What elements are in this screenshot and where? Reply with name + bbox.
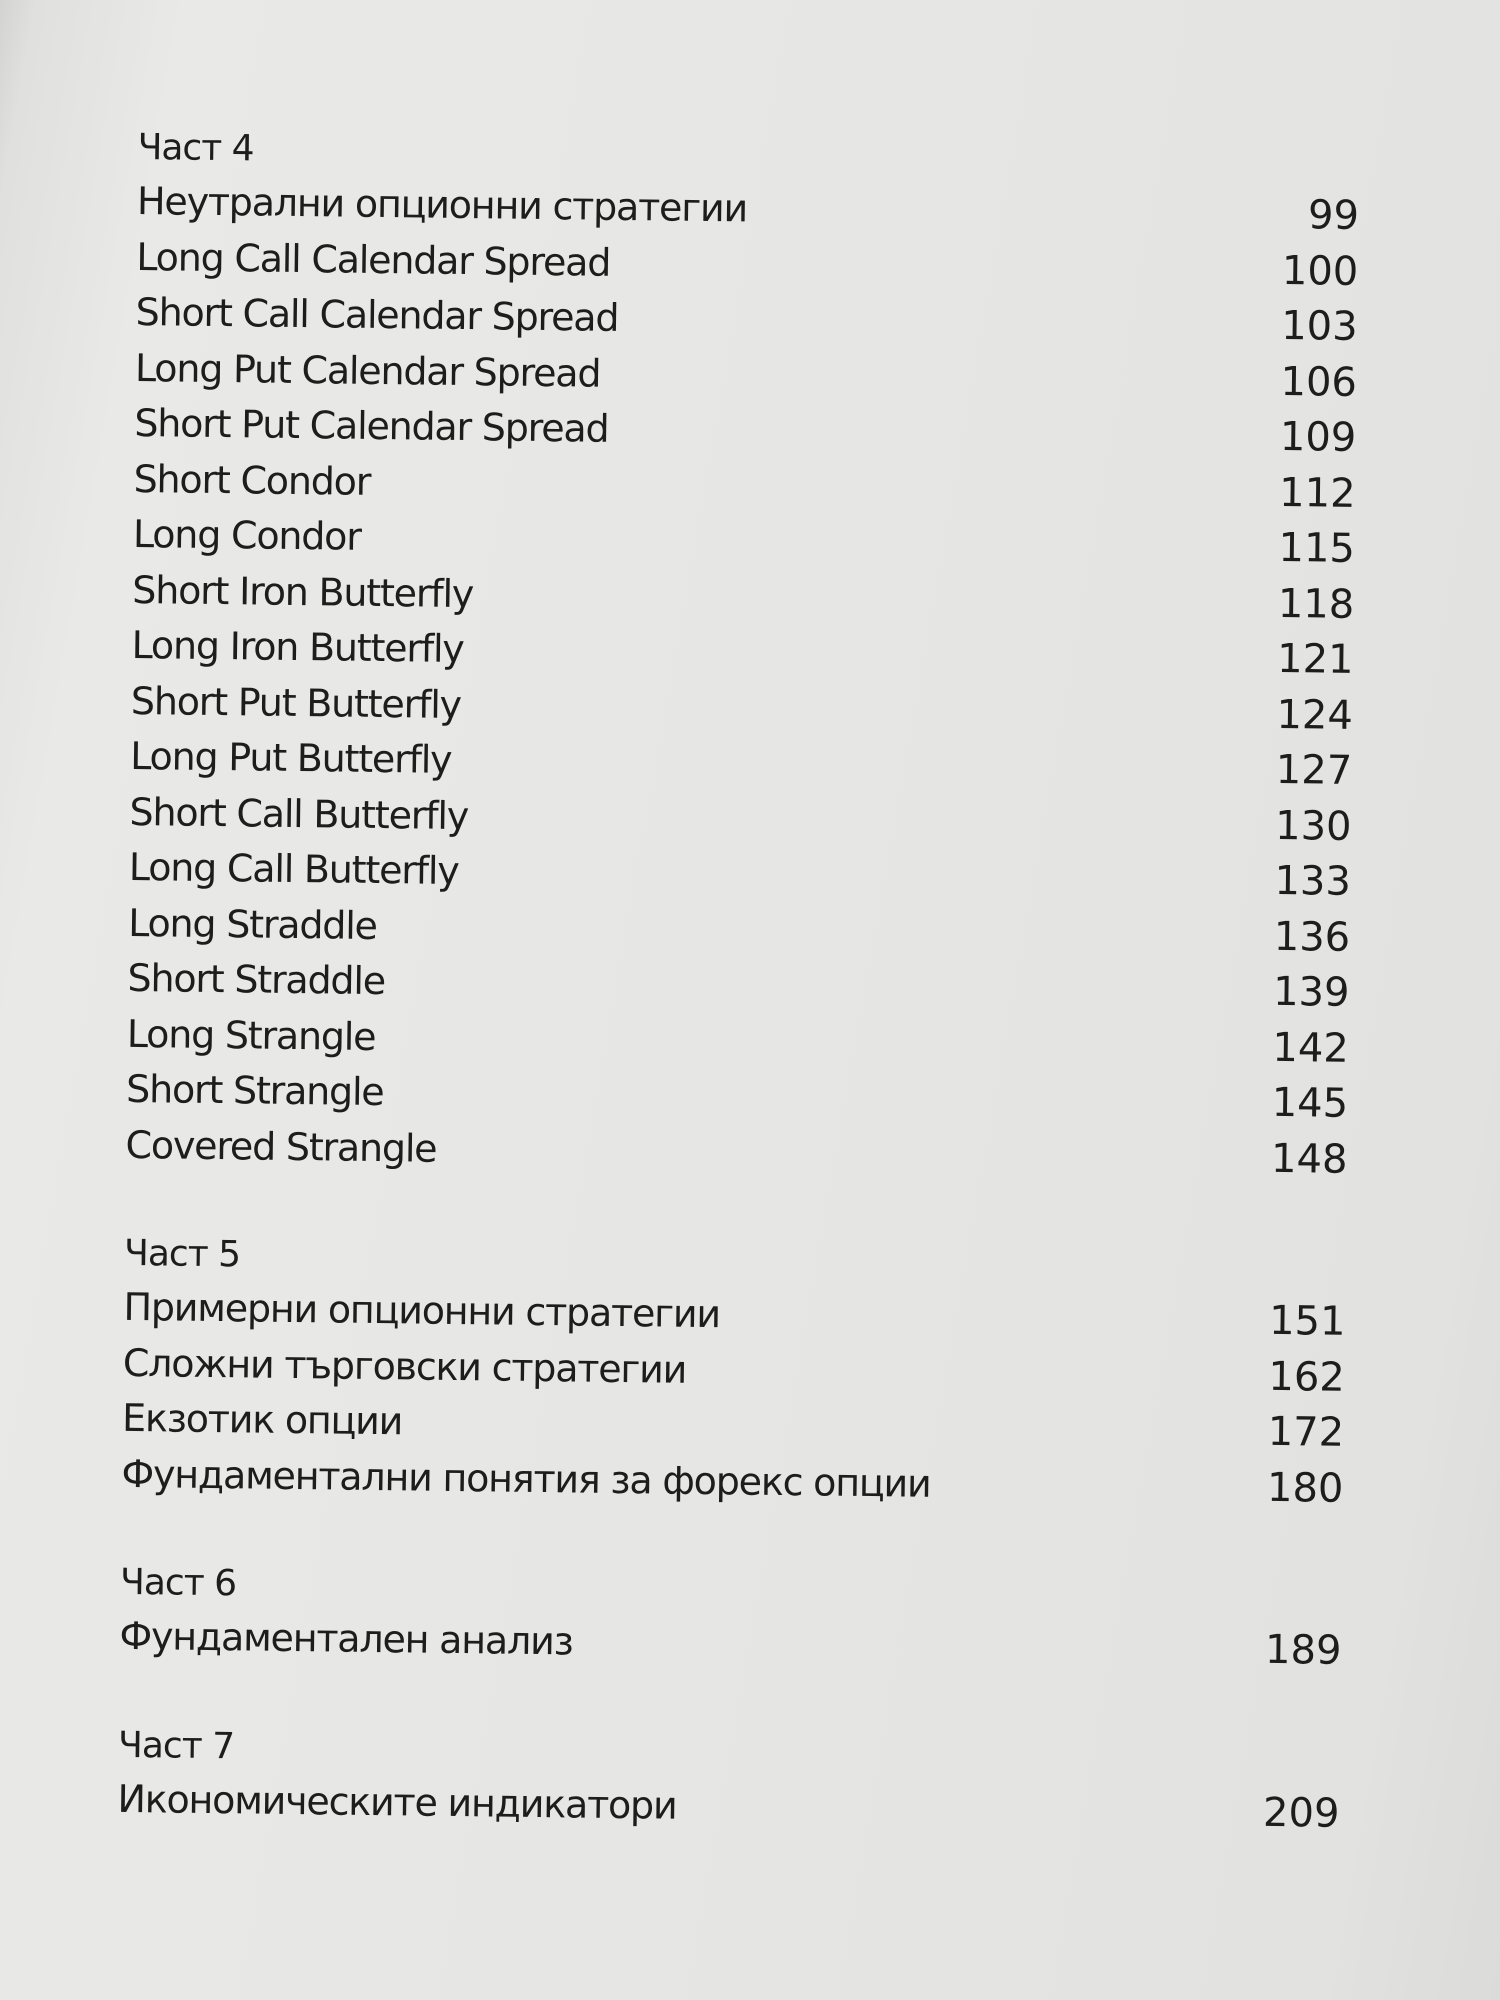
entry-page-number: 148	[1270, 1135, 1348, 1183]
section-title: Част 7	[117, 1724, 235, 1767]
entry-page-number: 172	[1267, 1408, 1345, 1456]
entry-title: Фундаментални понятия за форекс опции	[121, 1451, 931, 1506]
entry-title: Short Call Calendar Spread	[135, 289, 619, 340]
entry-title: Long Put Butterfly	[130, 733, 452, 782]
entry-title: Short Strangle	[125, 1066, 384, 1115]
entry-title: Long Call Butterfly	[128, 844, 459, 893]
section-title: Част 5	[123, 1232, 241, 1276]
entry-page-number: 209	[1262, 1789, 1340, 1837]
entry-title: Екзотик опции	[121, 1395, 403, 1444]
table-of-contents	[117, 124, 1360, 1842]
section-title: Част 6	[119, 1561, 237, 1605]
entry-title: Short Condor	[133, 456, 371, 504]
entry-page-number: 139	[1272, 968, 1350, 1016]
entry-page-number: 162	[1268, 1353, 1346, 1401]
entry-page-number: 121	[1276, 635, 1354, 683]
entry-page-number: 124	[1276, 691, 1354, 739]
entry-title: Сложни търговски стратегии	[122, 1340, 687, 1392]
entry-page-number: 103	[1280, 302, 1358, 350]
entry-page-number: 112	[1278, 469, 1356, 517]
entry-title: Covered Strangle	[125, 1122, 437, 1171]
entry-title: Икономическите индикатори	[117, 1776, 677, 1828]
entry-title: Short Call Butterfly	[129, 789, 469, 838]
toc-section-part-7	[117, 1721, 1340, 1841]
entry-page-number: 145	[1271, 1079, 1349, 1127]
entry-page-number: 109	[1279, 413, 1357, 461]
entry-page-number: 151	[1268, 1297, 1346, 1345]
entry-page-number: 130	[1274, 802, 1352, 850]
toc-section-part-4	[125, 124, 1360, 1188]
entry-title: Примерни опционни стратегии	[123, 1284, 721, 1337]
entry-page-number: 133	[1274, 857, 1352, 905]
toc-section-part-5	[121, 1230, 1346, 1517]
entry-page-number: 99	[1307, 192, 1360, 239]
entry-page-number: 118	[1277, 580, 1355, 628]
entry-title: Неутрални опционни стратегии	[136, 178, 748, 231]
entry-title: Фундаментален анализ	[119, 1613, 573, 1664]
entry-title: Long Put Calendar Spread	[134, 345, 601, 396]
entry-page-number: 180	[1266, 1464, 1344, 1512]
entry-page-number: 127	[1275, 746, 1353, 794]
entry-page-number: 115	[1278, 524, 1356, 572]
toc-section-part-6	[119, 1559, 1342, 1679]
entry-title: Short Put Butterfly	[130, 678, 462, 727]
entry-page-number: 136	[1273, 913, 1351, 961]
entry-title: Long Condor	[132, 511, 361, 559]
entry-title: Long Call Calendar Spread	[136, 234, 611, 285]
entry-title: Long Straddle	[127, 900, 378, 948]
section-title: Част 4	[137, 126, 254, 170]
entry-title: Long Iron Butterfly	[131, 622, 464, 672]
entry-page-number: 106	[1280, 358, 1358, 406]
entry-title: Long Strangle	[126, 1011, 376, 1059]
entry-page-number: 189	[1264, 1626, 1342, 1674]
entry-page-number: 142	[1272, 1024, 1350, 1072]
entry-page-number: 100	[1281, 247, 1359, 295]
entry-title: Short Iron Butterfly	[132, 567, 474, 616]
entry-title: Short Put Calendar Spread	[134, 400, 609, 451]
entry-title: Short Straddle	[127, 955, 386, 1004]
